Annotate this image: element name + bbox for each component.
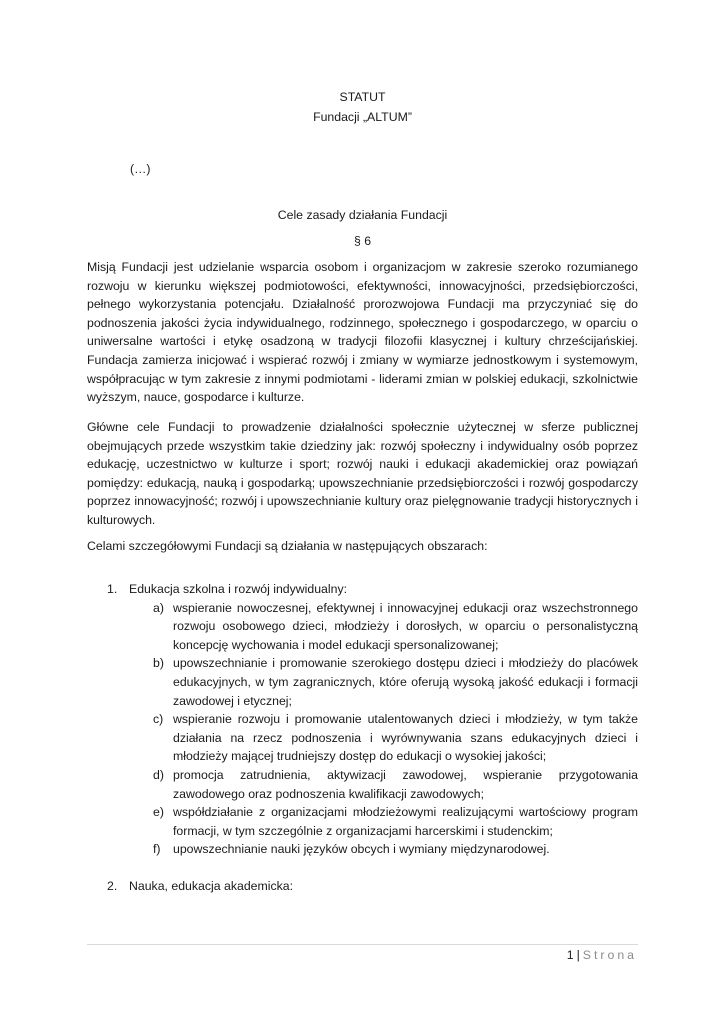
sub-item-text: upowszechnianie i promowanie szerokiego dostępu dzieci i młodzieży do placówek edukacyjnych, w tym zagranicznych, które oferują wysoką jakość edukacji i formacji zawodowej i etycznej; <box>173 656 638 708</box>
sub-item-text: współdziałanie z organizacjami młodzieżowymi realizującymi wartościowy program formacji, w tym szczególnie z organizacjami harcerskimi i studenckim; <box>173 805 638 838</box>
mission-paragraph: Misją Fundacji jest udzielanie wsparcia osobom i organizacjom w zakresie szeroko rozumianego rozwoju w kierunku większej podmiotowości, efektywności, innowacyjności, przedsiębiorczości, pełnego wykorzystania potencjału. Działalność prorozwojowa Fundacji ma przyczyniać się do podnoszenia jakości życia indywidualnego, rodzinnego, społecznego i gospodarczego, w oparciu o uniwersalne wartości i etykę osadzoną w tradycji filozofii klasycznej i kultury chrześcijańskiej. Fundacja zamierza inicjować i wspierać rozwój i zmiany w wymiarze jednostkowym i systemowym, współpracując w tym zakresie z innymi podmiotami - liderami zmian w polskiej edukacji, szkolnictwie wyższym, nauce, gospodarce i kulturze. <box>87 260 638 405</box>
page-number: 1 <box>566 948 574 962</box>
goals-list <box>87 580 638 896</box>
goals-paragraph: Główne cele Fundacji to prowadzenie działalności społecznie użytecznej w sferze publicznej obejmujących przede wszystkim takie dziedziny jak: rozwój społeczny i indywidualny osób poprzez edukację, uczestnictwo w kulturze i sport; rozwój nauki i edukacji akademickiej oraz powiązań pomiędzy: edukacją, nauką i gospodarką; upowszechnianie przedsiębiorczości i rozwój gospodarczy poprzez innowacyjność; rozwój i upowszechnianie kultury oraz pielęgnowanie tradycji historycznych i kulturowych. <box>87 420 638 527</box>
sub-list-item <box>129 599 638 655</box>
omission-marker: (…) <box>130 162 151 176</box>
sub-item-letter: b) <box>153 656 164 671</box>
document-title: STATUT <box>339 90 386 104</box>
list-item-title: Nauka, edukacja akademicka: <box>129 878 294 893</box>
document-subtitle: Fundacji „ALTUM” <box>313 110 412 124</box>
paragraph-sign: § 6 <box>353 234 372 248</box>
list-item-number: 2. <box>107 878 118 893</box>
page-footer <box>567 948 637 962</box>
sub-item-text: wspieranie nowoczesnej, efektywnej i innowacyjnej edukacji oraz wszechstronnego rozwoju osobowego dzieci, młodzieży i dorosłych, w oparciu o personalistyczną koncepcję wychowania i model edukacji spersonalizowanej; <box>173 600 638 652</box>
footer-separator: | <box>576 948 580 962</box>
page-label: Strona <box>582 948 637 962</box>
sub-item-text: wspieranie rozwoju i promowanie utalentowanych dzieci i młodzieży, w tym także działania na rzecz podnoszenia i wyrównywania szans edukacyjnych dzieci i młodzieży mającej trudniejszy dostęp do edukacji o wysokiej jakości; <box>173 712 638 764</box>
section-heading: Cele zasady działania Fundacji <box>277 208 448 222</box>
sub-list-item <box>129 654 638 710</box>
sub-list <box>129 599 638 859</box>
list-item-title: Edukacja szkolna i rozwój indywidualny: <box>129 582 348 596</box>
sub-item-letter: e) <box>153 805 164 820</box>
list-item-number: 1. <box>107 582 118 596</box>
sub-list-item <box>129 803 638 840</box>
sub-item-letter: c) <box>153 712 164 727</box>
sub-list-item <box>129 840 638 859</box>
footer-divider <box>87 944 638 945</box>
sub-item-text: promocja zatrudnienia, aktywizacji zawodowej, wspieranie przygotowania zawodowego oraz podnoszenia kwalifikacji zawodowych; <box>173 767 638 801</box>
sub-list-item <box>129 710 638 766</box>
sub-item-letter: a) <box>153 600 164 615</box>
sub-list-item <box>129 766 638 803</box>
list-item <box>87 580 638 859</box>
list-item <box>87 877 638 896</box>
detailed-goals-intro: Celami szczegółowymi Fundacji są działania w następujących obszarach: <box>87 539 488 553</box>
sub-item-letter: f) <box>153 842 161 857</box>
sub-item-text: upowszechnianie nauki języków obcych i wymiany międzynarodowej. <box>173 842 550 857</box>
sub-item-letter: d) <box>153 767 164 782</box>
